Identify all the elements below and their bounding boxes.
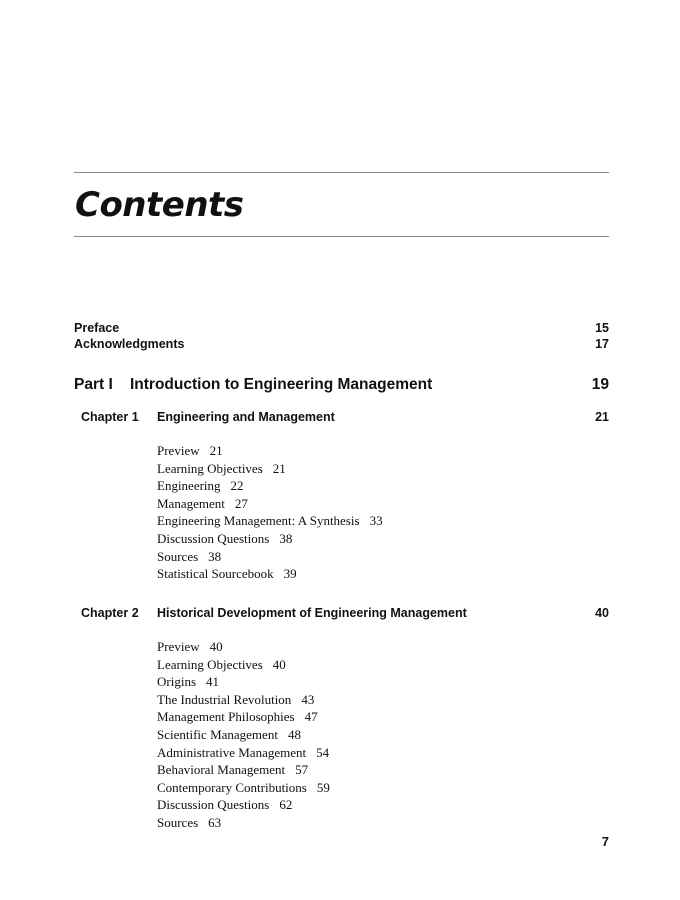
entry-title: Preface <box>74 321 120 335</box>
section-page: 21 <box>272 460 286 476</box>
part-page: 19 <box>591 376 609 393</box>
section-title: Learning Objectives <box>157 656 263 672</box>
section-entry[interactable] <box>157 761 330 779</box>
section-title: Contemporary Contributions <box>157 779 307 795</box>
section-page: 39 <box>283 566 297 582</box>
page-number: 7 <box>601 834 609 849</box>
section-entry[interactable] <box>157 744 330 762</box>
section-page: 43 <box>301 691 315 707</box>
chapter-label: Chapter 1 <box>81 410 139 424</box>
section-title: Sources <box>157 814 199 830</box>
part-title: Introduction to Engineering Management <box>130 376 433 393</box>
section-page: 48 <box>287 726 301 742</box>
top-rule <box>74 172 609 173</box>
section-entry[interactable] <box>157 565 383 583</box>
section-title: Preview <box>157 443 200 458</box>
section-title: Behavioral Management <box>157 762 286 778</box>
toc-entry-acknowledgments[interactable] <box>74 336 609 352</box>
page-title: Contents <box>75 185 244 225</box>
section-title: Management <box>157 495 225 511</box>
section-page: 33 <box>369 513 383 529</box>
section-page: 40 <box>272 656 286 672</box>
section-page: 59 <box>316 779 330 795</box>
section-entry[interactable] <box>157 442 383 460</box>
section-title: Discussion Questions <box>157 530 270 546</box>
section-title: Management Philosophies <box>157 709 295 725</box>
section-entry[interactable] <box>157 512 383 530</box>
section-page: 22 <box>230 478 244 494</box>
chapter-1-sections <box>157 442 383 583</box>
section-entry[interactable] <box>157 691 330 709</box>
section-entry[interactable] <box>157 656 330 674</box>
chapter-label: Chapter 2 <box>81 606 139 620</box>
section-title: Engineering <box>157 478 221 494</box>
entry-page: 17 <box>595 337 609 351</box>
section-entry[interactable] <box>157 460 383 478</box>
chapter-page: 21 <box>595 410 609 424</box>
chapter-title: Engineering and Management <box>157 410 335 424</box>
section-entry[interactable] <box>157 814 330 832</box>
section-entry[interactable] <box>157 726 330 744</box>
entry-page: 15 <box>595 321 609 335</box>
section-title: Administrative Management <box>157 744 307 760</box>
section-page: 38 <box>279 530 293 546</box>
section-entry[interactable] <box>157 673 330 691</box>
section-title: The Industrial Revolution <box>157 691 292 707</box>
section-entry[interactable] <box>157 548 383 566</box>
section-entry[interactable] <box>157 495 383 513</box>
section-page: 41 <box>206 674 219 690</box>
chapter-title: Historical Development of Engineering Management <box>157 606 467 620</box>
section-title: Preview <box>157 639 200 654</box>
section-title: Statistical Sourcebook <box>157 566 274 582</box>
section-page: 38 <box>208 548 222 564</box>
section-page: 62 <box>279 797 293 813</box>
section-page: 47 <box>304 709 318 725</box>
section-entry[interactable] <box>157 638 330 656</box>
section-title: Engineering Management: A Synthesis <box>157 513 360 529</box>
section-entry[interactable] <box>157 708 330 726</box>
part-label: Part I <box>74 376 113 393</box>
section-page: 63 <box>208 814 222 830</box>
section-entry[interactable] <box>157 779 330 797</box>
section-page: 27 <box>234 495 248 511</box>
section-title: Learning Objectives <box>157 460 263 476</box>
section-page: 40 <box>209 639 223 654</box>
section-entry[interactable] <box>157 796 330 814</box>
section-page: 21 <box>209 443 223 458</box>
section-title: Discussion Questions <box>157 797 270 813</box>
section-entry[interactable] <box>157 477 383 495</box>
toc-entry-preface[interactable] <box>74 320 609 336</box>
entry-title: Acknowledgments <box>74 337 185 351</box>
bottom-rule <box>74 236 609 237</box>
chapter-page: 40 <box>595 606 609 620</box>
section-title: Scientific Management <box>157 726 278 742</box>
section-title: Sources <box>157 548 199 564</box>
section-page: 54 <box>316 744 330 760</box>
section-title: Origins <box>157 674 196 690</box>
section-page: 57 <box>295 762 309 778</box>
chapter-2-sections <box>157 638 330 832</box>
section-entry[interactable] <box>157 530 383 548</box>
